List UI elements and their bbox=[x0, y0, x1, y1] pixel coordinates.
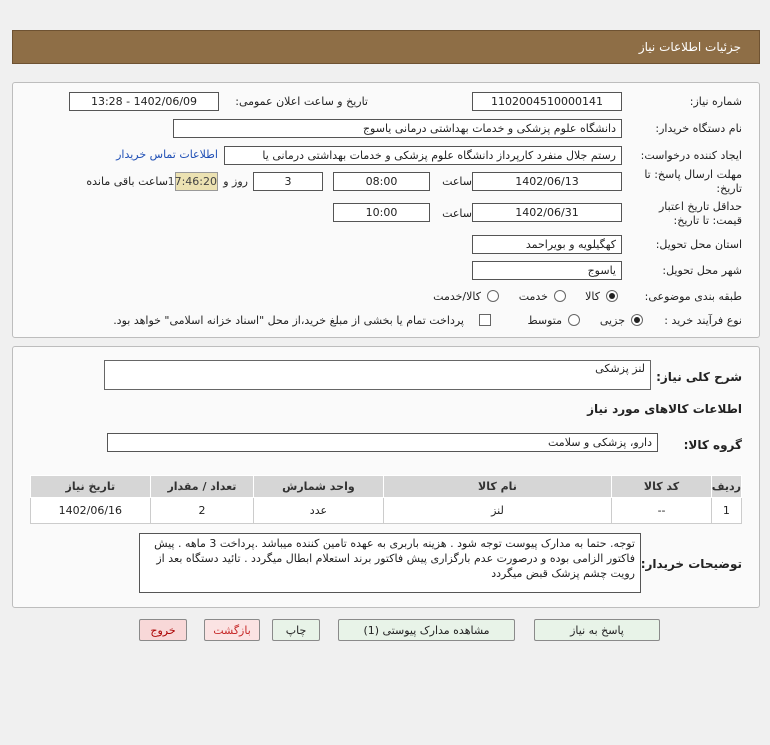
process-medium-radio[interactable] bbox=[568, 314, 580, 326]
goods-table bbox=[30, 475, 742, 524]
unit-cell: عدد bbox=[254, 498, 383, 524]
category-goods-radio[interactable] bbox=[606, 290, 618, 302]
table-row bbox=[31, 498, 742, 524]
back-button[interactable]: بازگشت bbox=[204, 619, 260, 641]
validity-time-label: ساعت bbox=[442, 207, 472, 220]
remaining-time-field: 17:46:20 bbox=[175, 172, 218, 191]
col-unit-header: واحد شمارش bbox=[254, 476, 383, 498]
buyer-org-label: نام دستگاه خریدار: bbox=[655, 122, 742, 135]
validity-time-field: 10:00 bbox=[333, 203, 430, 222]
buyer-org-field: دانشگاه علوم پزشکی و خدمات بهداشتی درمانی یاسوج bbox=[173, 119, 622, 138]
goods-group-field: دارو، پزشکی و سلامت bbox=[107, 433, 658, 452]
need-description-label: شرح کلی نیاز: bbox=[656, 370, 742, 384]
process-label: نوع فرآیند خرید : bbox=[664, 314, 742, 327]
days-label: روز و bbox=[223, 175, 248, 188]
buyer-notes-label: توضیحات خریدار: bbox=[640, 557, 742, 571]
category-goods-label: کالا bbox=[585, 290, 600, 303]
goods-name-cell: لنز bbox=[383, 498, 612, 524]
col-date-header: تاریخ نیاز bbox=[31, 476, 151, 498]
province-label: استان محل تحویل: bbox=[655, 238, 742, 251]
category-both-radio[interactable] bbox=[487, 290, 499, 302]
exit-button[interactable]: خروج bbox=[139, 619, 187, 641]
contact-buyer-link[interactable]: اطلاعات تماس خریدار bbox=[116, 148, 218, 161]
creator-field: رستم جلال منفرد کارپرداز دانشگاه علوم پزشکی و خدمات بهداشتی درمانی یا bbox=[224, 146, 622, 165]
validity-date-field: 1402/06/31 bbox=[472, 203, 622, 222]
quantity-cell: 2 bbox=[150, 498, 254, 524]
city-label: شهر محل تحویل: bbox=[662, 264, 742, 277]
view-attachments-button[interactable]: مشاهده مدارک پیوستی (1) bbox=[338, 619, 515, 641]
row-index-cell: 1 bbox=[711, 498, 741, 524]
deadline-date-field: 1402/06/13 bbox=[472, 172, 622, 191]
treasury-payment-checkbox[interactable] bbox=[479, 314, 491, 326]
goods-group-label: گروه کالا: bbox=[683, 438, 742, 452]
creator-label: ایجاد کننده درخواست: bbox=[640, 149, 742, 162]
col-row-header: ردیف bbox=[711, 476, 741, 498]
treasury-payment-note: پرداخت تمام یا بخشی از مبلغ خرید،از محل "اسناد خزانه اسلامی" خواهد بود. bbox=[113, 314, 464, 327]
page-header bbox=[12, 30, 760, 64]
deadline-time-field: 08:00 bbox=[333, 172, 430, 191]
goods-table-header bbox=[31, 476, 742, 498]
announce-field: 1402/06/09 - 13:28 bbox=[69, 92, 219, 111]
reply-to-need-button[interactable]: پاسخ به نیاز bbox=[534, 619, 660, 641]
validity-label-line1: حداقل تاریخ اعتبار bbox=[658, 200, 742, 213]
validity-label-line2: قیمت: تا تاریخ: bbox=[673, 214, 742, 227]
col-name-header: نام کالا bbox=[383, 476, 612, 498]
goods-code-cell: -- bbox=[612, 498, 711, 524]
deadline-time-label: ساعت bbox=[442, 175, 472, 188]
process-minor-radio[interactable] bbox=[631, 314, 643, 326]
province-field: کهگیلویه و بویراحمد bbox=[472, 235, 622, 254]
deadline-label-line1: مهلت ارسال پاسخ: تا bbox=[644, 168, 742, 181]
print-button[interactable]: چاپ bbox=[272, 619, 320, 641]
need-description-field: لنز پزشکی bbox=[104, 360, 651, 390]
col-qty-header: تعداد / مقدار bbox=[150, 476, 254, 498]
need-date-cell: 1402/06/16 bbox=[31, 498, 151, 524]
process-minor-label: جزیی bbox=[599, 314, 625, 327]
col-code-header: کد کالا bbox=[612, 476, 711, 498]
remaining-label: ساعت باقی مانده bbox=[86, 175, 168, 188]
process-medium-label: متوسط bbox=[527, 314, 562, 327]
category-label: طبقه بندی موضوعی: bbox=[644, 290, 742, 303]
need-number-label: شماره نیاز: bbox=[689, 95, 742, 108]
announce-label: تاریخ و ساعت اعلان عمومی: bbox=[235, 95, 368, 108]
buyer-notes-field: توجه. حتما به مدارک پیوست توجه شود . هزینه باربری به عهده تامین کننده میباشد .پرداخت 3 ماهه . پیش فاکتور الزامی بوده و درصورت عدم بارگزاری پیش فاکتور برند استعلام ابطال میگردد . تائید دستگاه بعد از رویت چشم پزشک قبض میگردد bbox=[139, 533, 641, 593]
city-field: یاسوج bbox=[472, 261, 622, 280]
days-field: 3 bbox=[253, 172, 323, 191]
need-number-field: 1102004510000141 bbox=[472, 92, 622, 111]
category-service-radio[interactable] bbox=[554, 290, 566, 302]
deadline-label-line2: تاریخ: bbox=[716, 182, 742, 195]
page-title: جزئیات اطلاعات نیاز bbox=[638, 40, 741, 54]
category-service-label: خدمت bbox=[518, 290, 548, 303]
category-both-label: کالا/خدمت bbox=[433, 290, 481, 303]
goods-info-title: اطلاعات کالاهای مورد نیاز bbox=[587, 402, 742, 416]
